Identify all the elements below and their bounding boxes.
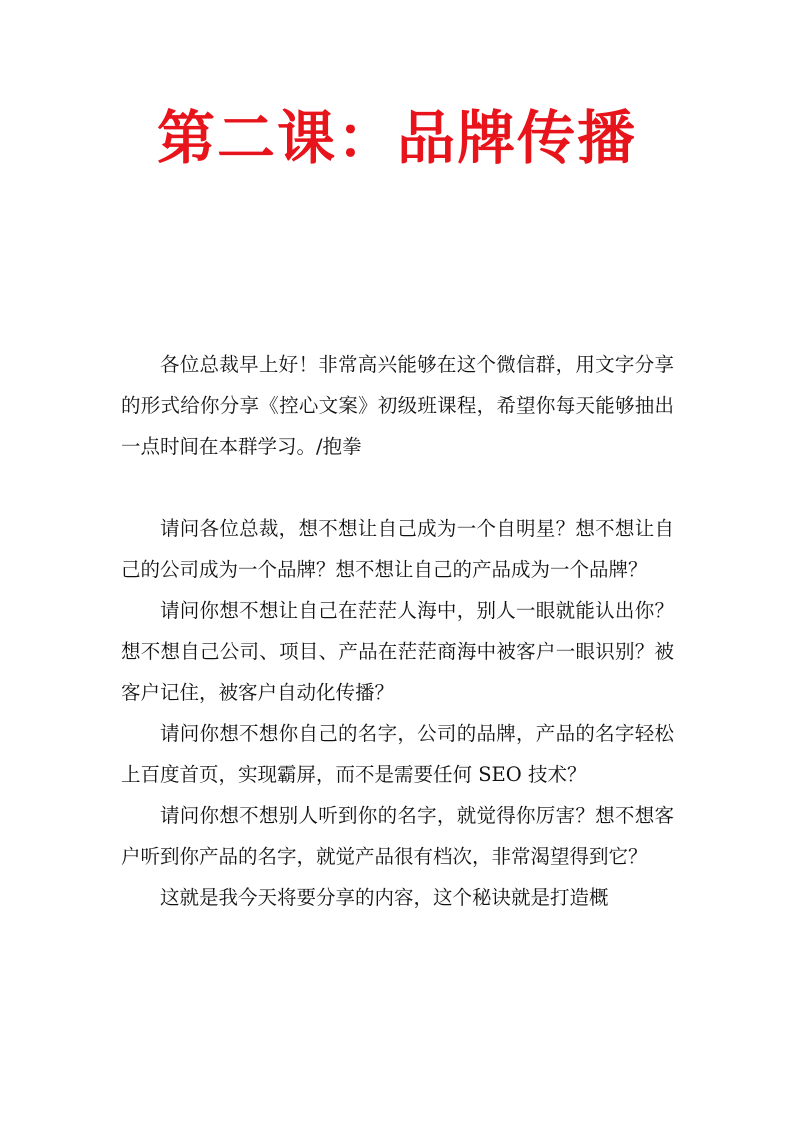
paragraph-secret-intro: 这就是我今天将要分享的内容，这个秘诀就是打造概	[160, 886, 609, 909]
paragraph-question-reputation: 请问你想不想别人听到你的名字，就觉得你厉害？想不想客户听到你产品的名字，就觉产品很有档次，非常渴望得到它？	[121, 804, 674, 868]
document-body	[121, 344, 674, 918]
paragraph-question-brand: 请问各位总裁，想不想让自己成为一个自明星？想不想让自己的公司成为一个品牌？想不想让自己的产品成为一个品牌？	[121, 517, 674, 581]
paragraph-question-seo: 请问你想不想你自己的名字，公司的品牌，产品的名字轻松上百度首页，实现霸屏，而不是需要任何 SEO 技术？	[121, 722, 674, 786]
paragraph-gap	[121, 467, 674, 508]
paragraph-question-recognition: 请问你想不想让自己在茫茫人海中，别人一眼就能认出你？想不想自己公司、项目、产品在茫茫商海中被客户一眼识别？被客户记住，被客户自动化传播？	[121, 599, 674, 704]
paragraph-greeting: 各位总裁早上好！非常高兴能够在这个微信群，用文字分享的形式给你分享《控心文案》初级班课程，希望你每天能够抽出一点时间在本群学习。/抱拳	[121, 353, 674, 458]
document-title: 第二课：品牌传播	[156, 104, 637, 172]
